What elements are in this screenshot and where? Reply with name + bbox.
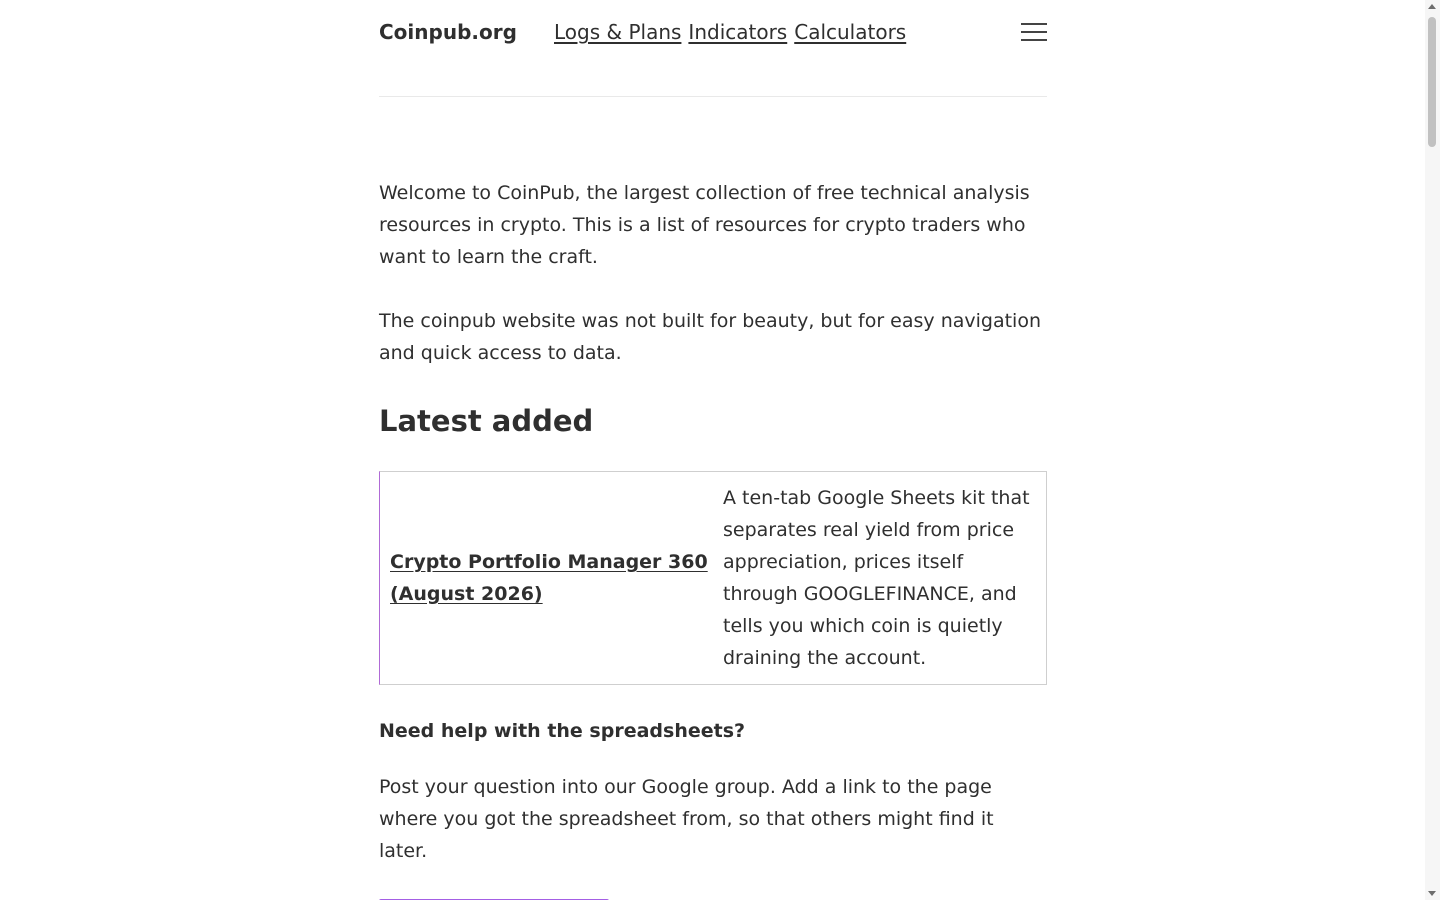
- latest-added-heading: Latest added: [379, 404, 594, 438]
- site-logo-link[interactable]: Coinpub.org: [379, 20, 517, 44]
- intro-paragraph-2: The coinpub website was not built for beauty, but for easy navigation and quick access to data.: [379, 310, 1041, 364]
- latest-item-description: A ten-tab Google Sheets kit that separates real yield from price appreciation, prices itself through GOOGLEFINANCE, and tells you which coin is quietly draining the account.: [723, 487, 1030, 669]
- menu-bar: [1021, 39, 1047, 41]
- main-content: [379, 97, 1047, 900]
- intro-paragraph-1: Welcome to CoinPub, the largest collection of free technical analysis resources in crypto. This is a list of resources for crypto traders who want to learn the craft.: [379, 182, 1030, 268]
- latest-item-title-link[interactable]: Crypto Portfolio Manager 360 (August 2026): [390, 551, 708, 605]
- menu-bar: [1021, 31, 1047, 33]
- help-text: Post your question into our Google group. Add a link to the page where you got the spreadsheet from, so that others might find it later.: [379, 776, 994, 862]
- page-container: [379, 0, 1047, 900]
- latest-item-card: [379, 471, 1047, 685]
- nav-link-indicators[interactable]: Indicators: [688, 20, 788, 44]
- vertical-scrollbar[interactable]: [1425, 0, 1440, 900]
- site-header: [379, 0, 1047, 97]
- help-heading: Need help with the spreadsheets?: [379, 720, 746, 742]
- hamburger-menu-icon[interactable]: [1021, 23, 1047, 43]
- menu-bar: [1021, 23, 1047, 25]
- scrollbar-thumb[interactable]: [1428, 17, 1436, 147]
- main-nav: [554, 16, 907, 48]
- nav-link-calculators[interactable]: Calculators: [794, 20, 907, 44]
- scroll-up-arrow-icon[interactable]: [1428, 4, 1436, 9]
- nav-link-logs-plans[interactable]: Logs & Plans: [554, 20, 682, 44]
- scroll-down-arrow-icon[interactable]: [1428, 891, 1436, 896]
- latest-item-title-cell: [380, 546, 713, 610]
